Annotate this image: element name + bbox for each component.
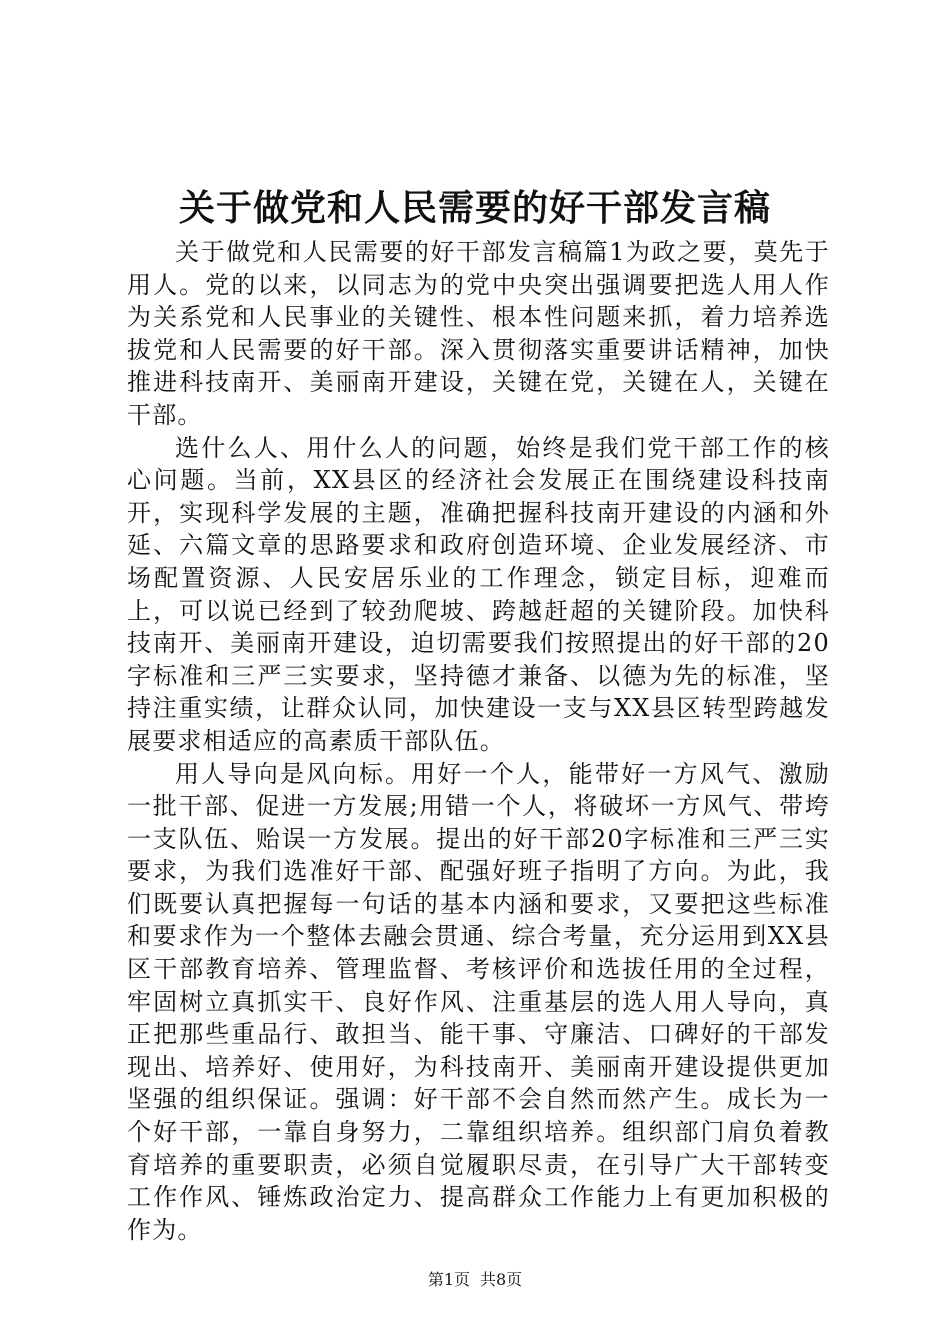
paragraph: 用人导向是风向标。用好一个人，能带好一方风气、激励一批干部、促进一方发展;用错一个人，将破坏一方风气、带垮一支队伍、贻误一方发展。提出的好干部20字标准和三严三实要求，为我们选准好干部、配强好班子指明了方向。为此，我们既要认真把握每一句话的基本内涵和要求，又要把这些标准和要求作为一个整体去融会贯通、综合考量，充分运用到XX县区干部教育培养、管理监督、考核评价和选拔任用的全过程，牢固树立真抓实干、良好作风、注重基层的选人用人导向，真正把那些重品行、敢担当、能干事、守廉洁、口碑好的干部发现出、培养好、使用好，为科技南开、美丽南开建设提供更加坚强的组织保证。强调：好干部不会自然而然产生。成长为一个好干部，一靠自身努力，二靠组织培养。组织部门肩负着教育培养的重要职责，必须自觉履职尽责，在引导广大干部转变工作作风、锤炼政治定力、提高群众工作能力上有更加积极的作为。	[127, 759, 830, 1244]
page-total: 共8页	[480, 1270, 523, 1289]
document-title: 关于做党和人民需要的好干部发言稿	[178, 187, 771, 229]
page-footer	[0, 1270, 950, 1290]
paragraph: 选什么人、用什么人的问题，始终是我们党干部工作的核心问题。当前，XX县区的经济社会发展正在围绕建设科技南开，实现科学发展的主题，准确把握科技南开建设的内涵和外延、六篇文章的思路要求和政府创造环境、企业发展经济、市场配置资源、人民安居乐业的工作理念，锁定目标，迎难而上，可以说已经到了较劲爬坡、跨越赶超的关键阶段。加快科技南开、美丽南开建设，迫切需要我们按照提出的好干部的20字标准和三严三实要求，坚持德才兼备、以德为先的标准，坚持注重实绩，让群众认同，加快建设一支与XX县区转型跨越发展要求相适应的高素质干部队伍。	[127, 433, 830, 755]
document-body	[127, 236, 830, 1246]
page-number: 第1页	[427, 1270, 470, 1289]
paragraph: 关于做党和人民需要的好干部发言稿篇1为政之要，莫先于用人。党的以来，以同志为的党中央突出强调要把选人用人作为关系党和人民事业的关键性、根本性问题来抓，着力培养选拔党和人民需要的好干部。深入贯彻落实重要讲话精神，加快推进科技南开、美丽南开建设，关键在党，关键在人，关键在干部。	[127, 238, 830, 429]
